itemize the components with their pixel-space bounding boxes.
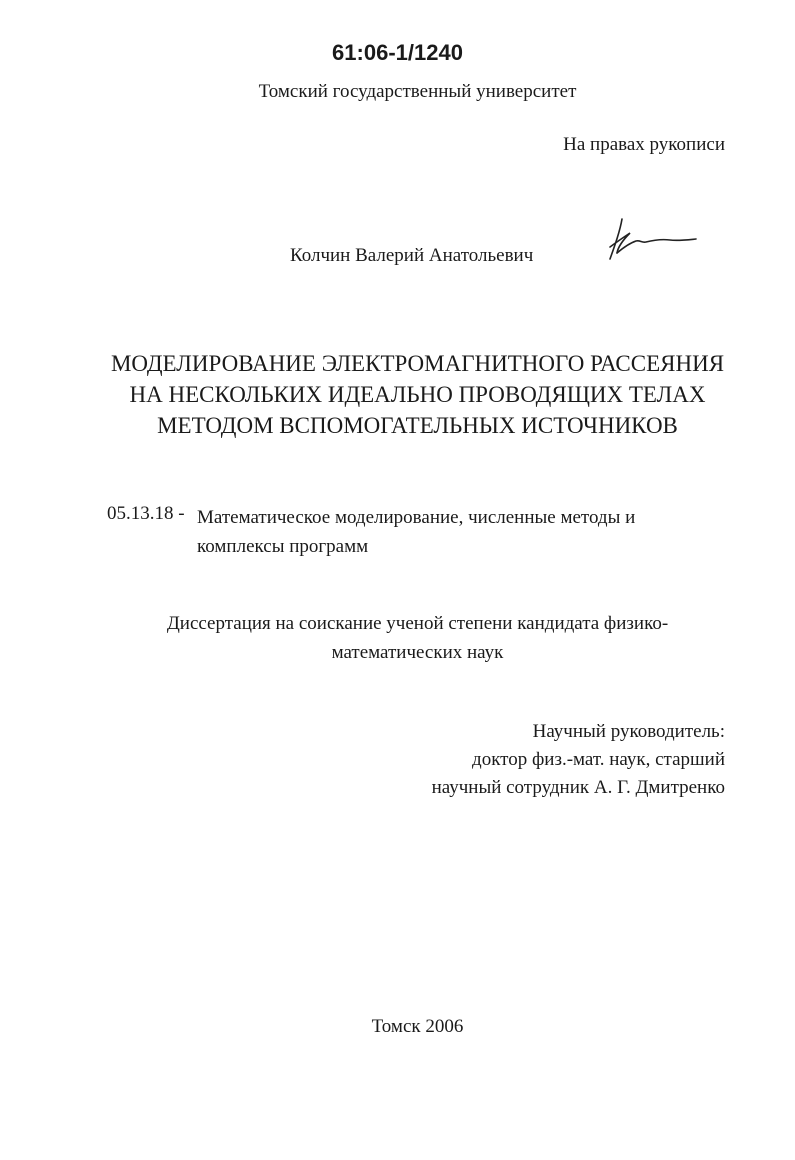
supervisor-line: научный сотрудник А. Г. Дмитренко [431,777,725,798]
specialty-name-line: Математическое моделирование, численные методы и [197,507,636,528]
title-line: МЕТОДОМ ВСПОМОГАТЕЛЬНЫХ ИСТОЧНИКОВ [157,413,678,438]
degree-statement-line: математических наук [331,642,504,663]
author-name: Колчин Валерий Анатольевич [290,245,534,266]
registration-number: 61:06-1/1240 [332,40,463,65]
specialty-name [197,503,677,561]
specialty-code: 05.13.18 - [107,503,185,524]
city-year: Томск 2006 [371,1016,464,1037]
supervisor-line: доктор физ.-мат. наук, старший [472,749,725,770]
dissertation-title [0,348,795,441]
author-signature [600,213,700,263]
manuscript-rights-note: На правах рукописи [563,134,725,155]
title-line: НА НЕСКОЛЬКИХ ИДЕАЛЬНО ПРОВОДЯЩИХ ТЕЛАХ [129,382,706,407]
specialty-name-line: комплексы программ [197,536,369,557]
title-line: МОДЕЛИРОВАНИЕ ЭЛЕКТРОМАГНИТНОГО РАССЕЯНИЯ [110,351,725,376]
university-name: Томский государственный университет [258,81,577,102]
degree-statement-line: Диссертация на соискание ученой степени кандидата физико- [166,613,669,634]
supervisor-block [432,718,725,802]
supervisor-line: Научный руководитель: [532,721,725,742]
degree-statement [0,609,795,667]
